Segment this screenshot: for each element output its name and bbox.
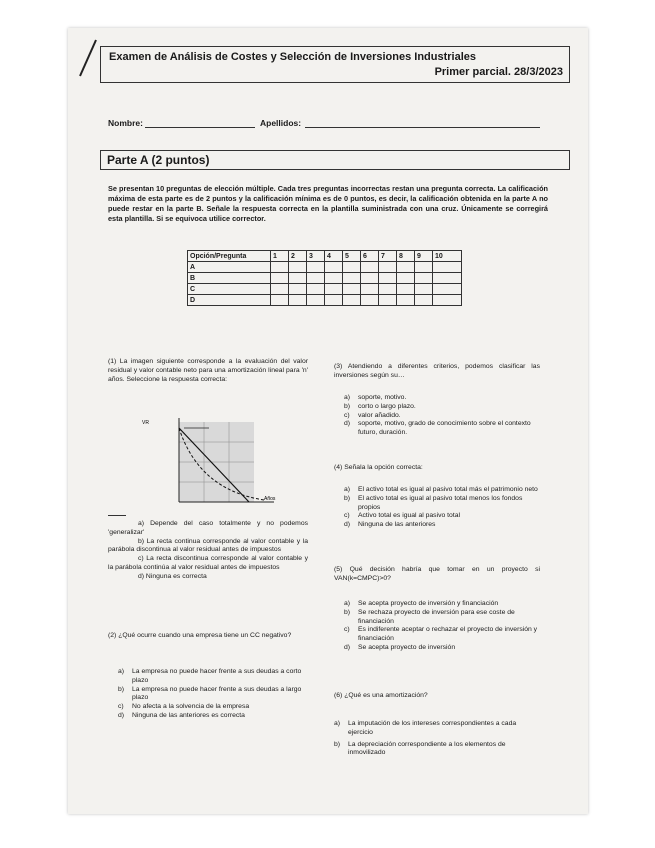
parte-a-title: Parte A (2 puntos) bbox=[107, 153, 210, 167]
q4-option-a-text: El activo total es igual al pasivo total más el patrimonio neto bbox=[358, 486, 538, 493]
q3-option-d[interactable] bbox=[344, 420, 540, 438]
nombre-label: Nombre: bbox=[108, 118, 143, 128]
q5-option-b[interactable] bbox=[344, 609, 540, 627]
answer-cell[interactable] bbox=[415, 273, 433, 284]
grid-header-cell: 7 bbox=[379, 251, 397, 262]
answer-cell[interactable] bbox=[397, 295, 415, 306]
answer-cell[interactable] bbox=[307, 295, 325, 306]
q6-option-a-key: a) bbox=[334, 720, 341, 727]
question-1-text: (1) La imagen siguiente corresponde a la evaluación del valor residual y valor contable neto para una amortización lineal para 'n' años. Seleccione la respuesta correcta: bbox=[108, 358, 308, 383]
q6-option-a-text: La imputación de los intereses correspondientes a cada ejercicio bbox=[348, 720, 517, 736]
q4-option-d[interactable] bbox=[344, 521, 540, 530]
answer-cell[interactable] bbox=[271, 273, 289, 284]
grid-header-cell: 10 bbox=[433, 251, 462, 262]
answer-grid-row bbox=[188, 273, 462, 284]
answer-cell[interactable] bbox=[379, 273, 397, 284]
grid-header-cell: 1 bbox=[271, 251, 289, 262]
parte-a-header bbox=[100, 150, 570, 170]
question-3-options bbox=[344, 394, 540, 438]
q5-option-c[interactable] bbox=[344, 626, 540, 644]
q4-option-b-text: El activo total es igual al pasivo total menos los fondos propios bbox=[358, 494, 523, 511]
q1-option-d[interactable]: d) Ninguna es correcta bbox=[138, 572, 207, 580]
answer-cell[interactable] bbox=[271, 284, 289, 295]
answer-cell[interactable] bbox=[343, 284, 361, 295]
answer-cell[interactable] bbox=[325, 284, 343, 295]
q5-option-c-text: Es indiferente aceptar o rechazar el proyecto de inversión y financiación bbox=[358, 626, 538, 643]
answer-cell[interactable] bbox=[361, 295, 379, 306]
answer-cell[interactable] bbox=[325, 273, 343, 284]
q6-option-b-key: b) bbox=[334, 740, 341, 748]
question-3-text: (3) Atendiendo a diferentes criterios, podemos clasificar las inversiones según su… bbox=[334, 363, 540, 379]
answer-cell[interactable] bbox=[343, 273, 361, 284]
q3-option-c[interactable] bbox=[344, 412, 540, 421]
q2-option-c-key: c) bbox=[118, 703, 124, 711]
question-1-options bbox=[108, 520, 308, 582]
q4-option-b[interactable] bbox=[344, 495, 540, 513]
q3-option-a-key: a) bbox=[344, 394, 351, 401]
answer-grid-row bbox=[188, 295, 462, 306]
q3-option-d-text: soporte, motivo, grado de conocimiento sobre el contexto futuro, duración. bbox=[358, 420, 531, 437]
q3-option-b-key: b) bbox=[344, 402, 351, 410]
answer-cell[interactable] bbox=[271, 262, 289, 273]
answer-cell[interactable] bbox=[307, 273, 325, 284]
q3-option-a-text: soporte, motivo. bbox=[358, 394, 407, 401]
answer-cell[interactable] bbox=[361, 284, 379, 295]
q4-option-b-key: b) bbox=[344, 494, 351, 502]
apellidos-label: Apellidos: bbox=[260, 118, 302, 128]
grid-header-cell: 3 bbox=[307, 251, 325, 262]
q5-option-a-key: a) bbox=[344, 600, 351, 607]
answer-cell[interactable] bbox=[397, 284, 415, 295]
chart-y-label: VR bbox=[142, 420, 149, 426]
q6-option-a[interactable] bbox=[334, 720, 540, 738]
q2-option-a-text: La empresa no puede hacer frente a sus deudas a corto plazo bbox=[132, 668, 302, 684]
answer-cell[interactable] bbox=[307, 284, 325, 295]
q2-option-b-text: La empresa no puede hacer frente a sus deudas a largo plazo bbox=[132, 685, 302, 702]
answer-cell[interactable] bbox=[307, 262, 325, 273]
q3-option-a[interactable] bbox=[344, 394, 540, 403]
exam-title: Examen de Análisis de Costes y Selección de Inversiones Industriales bbox=[109, 51, 477, 63]
answer-cell[interactable] bbox=[325, 295, 343, 306]
answer-grid bbox=[187, 250, 462, 306]
answer-cell[interactable] bbox=[415, 284, 433, 295]
answer-cell[interactable] bbox=[289, 273, 307, 284]
q2-option-a[interactable] bbox=[118, 668, 308, 686]
apellidos-field[interactable] bbox=[305, 127, 540, 128]
grid-row-label: D bbox=[188, 295, 271, 306]
question-6-text: (6) ¿Qué es una amortización? bbox=[334, 692, 428, 699]
q5-option-d-key: d) bbox=[344, 643, 351, 651]
q2-option-c[interactable] bbox=[118, 703, 308, 712]
nombre-field[interactable] bbox=[145, 127, 255, 128]
answer-cell[interactable] bbox=[415, 295, 433, 306]
separator-line bbox=[108, 515, 126, 516]
q1-option-c[interactable]: c) La recta discontinua corresponde al valor contable y la parábola continúa al valor residual antes de impuestos bbox=[108, 555, 308, 571]
question-5-text: (5) Qué decisión habría que tomar en un proyecto si VAN(k=CMPC)>0? bbox=[334, 566, 540, 582]
question-2-text: (2) ¿Qué ocurre cuando una empresa tiene un CC negativo? bbox=[108, 632, 292, 639]
grid-header-cell: 2 bbox=[289, 251, 307, 262]
answer-cell[interactable] bbox=[379, 284, 397, 295]
q5-option-d[interactable] bbox=[344, 644, 540, 653]
grid-row-label: B bbox=[188, 273, 271, 284]
q2-option-b-key: b) bbox=[118, 685, 125, 693]
q4-option-c-text: Activo total es igual al pasivo total bbox=[358, 512, 461, 520]
grid-header-cell: 8 bbox=[397, 251, 415, 262]
answer-cell[interactable] bbox=[361, 262, 379, 273]
q5-option-b-text: Se rechaza proyecto de inversión para ese coste de financiación bbox=[358, 608, 515, 625]
q4-option-a-key: a) bbox=[344, 486, 351, 493]
grid-row-label: A bbox=[188, 262, 271, 273]
answer-cell[interactable] bbox=[433, 273, 462, 284]
answer-grid-header bbox=[188, 251, 462, 262]
q4-option-c[interactable] bbox=[344, 512, 540, 521]
answer-cell[interactable] bbox=[289, 284, 307, 295]
q6-option-b[interactable] bbox=[334, 741, 540, 759]
answer-cell[interactable] bbox=[379, 295, 397, 306]
grid-header-cell: 4 bbox=[325, 251, 343, 262]
q4-option-d-text: Ninguna de las anteriores bbox=[358, 521, 436, 529]
q2-option-d[interactable] bbox=[118, 712, 308, 721]
question-6-options bbox=[334, 720, 540, 758]
q5-option-a[interactable] bbox=[344, 600, 540, 609]
q1-option-b[interactable]: b) La recta continua corresponde al valor contable y la parábola discontinua al valor residual antes de impuestos bbox=[108, 537, 308, 554]
answer-cell[interactable] bbox=[361, 273, 379, 284]
q4-option-d-key: d) bbox=[344, 521, 351, 529]
exam-subtitle: Primer parcial. 28/3/2023 bbox=[434, 66, 563, 78]
exam-header bbox=[100, 46, 570, 83]
answer-cell[interactable] bbox=[325, 262, 343, 273]
question-5-options bbox=[344, 600, 540, 653]
q6-option-b-text: La depreciación correspondiente a los elementos de inmovilizado bbox=[348, 740, 506, 757]
q2-option-d-text: Ninguna de las anteriores es correcta bbox=[132, 711, 245, 719]
exam-page bbox=[68, 28, 588, 814]
q4-option-a[interactable] bbox=[344, 486, 540, 495]
question-4-options bbox=[344, 486, 540, 530]
answer-cell[interactable] bbox=[433, 262, 462, 273]
question-2-options bbox=[118, 668, 308, 721]
q2-option-b[interactable] bbox=[118, 686, 308, 704]
answer-cell[interactable] bbox=[397, 262, 415, 273]
depreciation-chart bbox=[124, 410, 289, 510]
answer-grid-row bbox=[188, 262, 462, 273]
question-4-text: (4) Señala la opción correcta: bbox=[334, 464, 423, 471]
answer-cell[interactable] bbox=[343, 295, 361, 306]
answer-grid-row bbox=[188, 284, 462, 295]
answer-cell[interactable] bbox=[415, 262, 433, 273]
q3-option-d-key: d) bbox=[344, 420, 351, 428]
q5-option-a-text: Se acepta proyecto de inversión y financiación bbox=[358, 600, 499, 607]
grid-row-label: C bbox=[188, 284, 271, 295]
q3-option-c-text: valor añadido. bbox=[358, 411, 401, 419]
grid-header-cell: 6 bbox=[361, 251, 379, 262]
q5-option-c-key: c) bbox=[344, 626, 350, 634]
q4-option-c-key: c) bbox=[344, 512, 350, 520]
q5-option-b-key: b) bbox=[344, 608, 351, 616]
answer-cell[interactable] bbox=[397, 273, 415, 284]
q1-option-a[interactable]: a) Depende del caso totalmente y no podemos 'generalizar' bbox=[108, 520, 308, 536]
answer-cell[interactable] bbox=[433, 284, 462, 295]
q2-option-c-text: No afecta a la solvencia de la empresa bbox=[132, 703, 250, 711]
grid-header-cell: Opción/Pregunta bbox=[188, 251, 271, 262]
answer-cell[interactable] bbox=[343, 262, 361, 273]
q2-option-a-key: a) bbox=[118, 668, 125, 675]
answer-cell[interactable] bbox=[379, 262, 397, 273]
answer-cell[interactable] bbox=[289, 262, 307, 273]
q3-option-b[interactable] bbox=[344, 403, 540, 412]
q3-option-b-text: corto o largo plazo. bbox=[358, 402, 416, 410]
grid-header-cell: 5 bbox=[343, 251, 361, 262]
grid-header-cell: 9 bbox=[415, 251, 433, 262]
chart-x-label: Años bbox=[264, 496, 276, 502]
answer-cell[interactable] bbox=[433, 295, 462, 306]
answer-cell[interactable] bbox=[271, 295, 289, 306]
instructions: Se presentan 10 preguntas de elección múltiple. Cada tres preguntas incorrectas restan una pregunta correcta. La calificación máxima de esta parte es de 2 puntos y la calificación mínima es de 0 puntos, es decir, la calificación obtenida en la parte A no puede restar en la parte B. Señale la respuesta correcta en la plantilla suministrada con una cruz. Únicamente se corregirá esta plantilla. Si se equivoca utilice corrector. bbox=[108, 184, 548, 223]
q3-option-c-key: c) bbox=[344, 411, 350, 419]
q2-option-d-key: d) bbox=[118, 711, 125, 719]
q5-option-d-text: Se acepta proyecto de inversión bbox=[358, 643, 456, 651]
pen-mark-icon bbox=[74, 38, 102, 78]
answer-cell[interactable] bbox=[289, 295, 307, 306]
